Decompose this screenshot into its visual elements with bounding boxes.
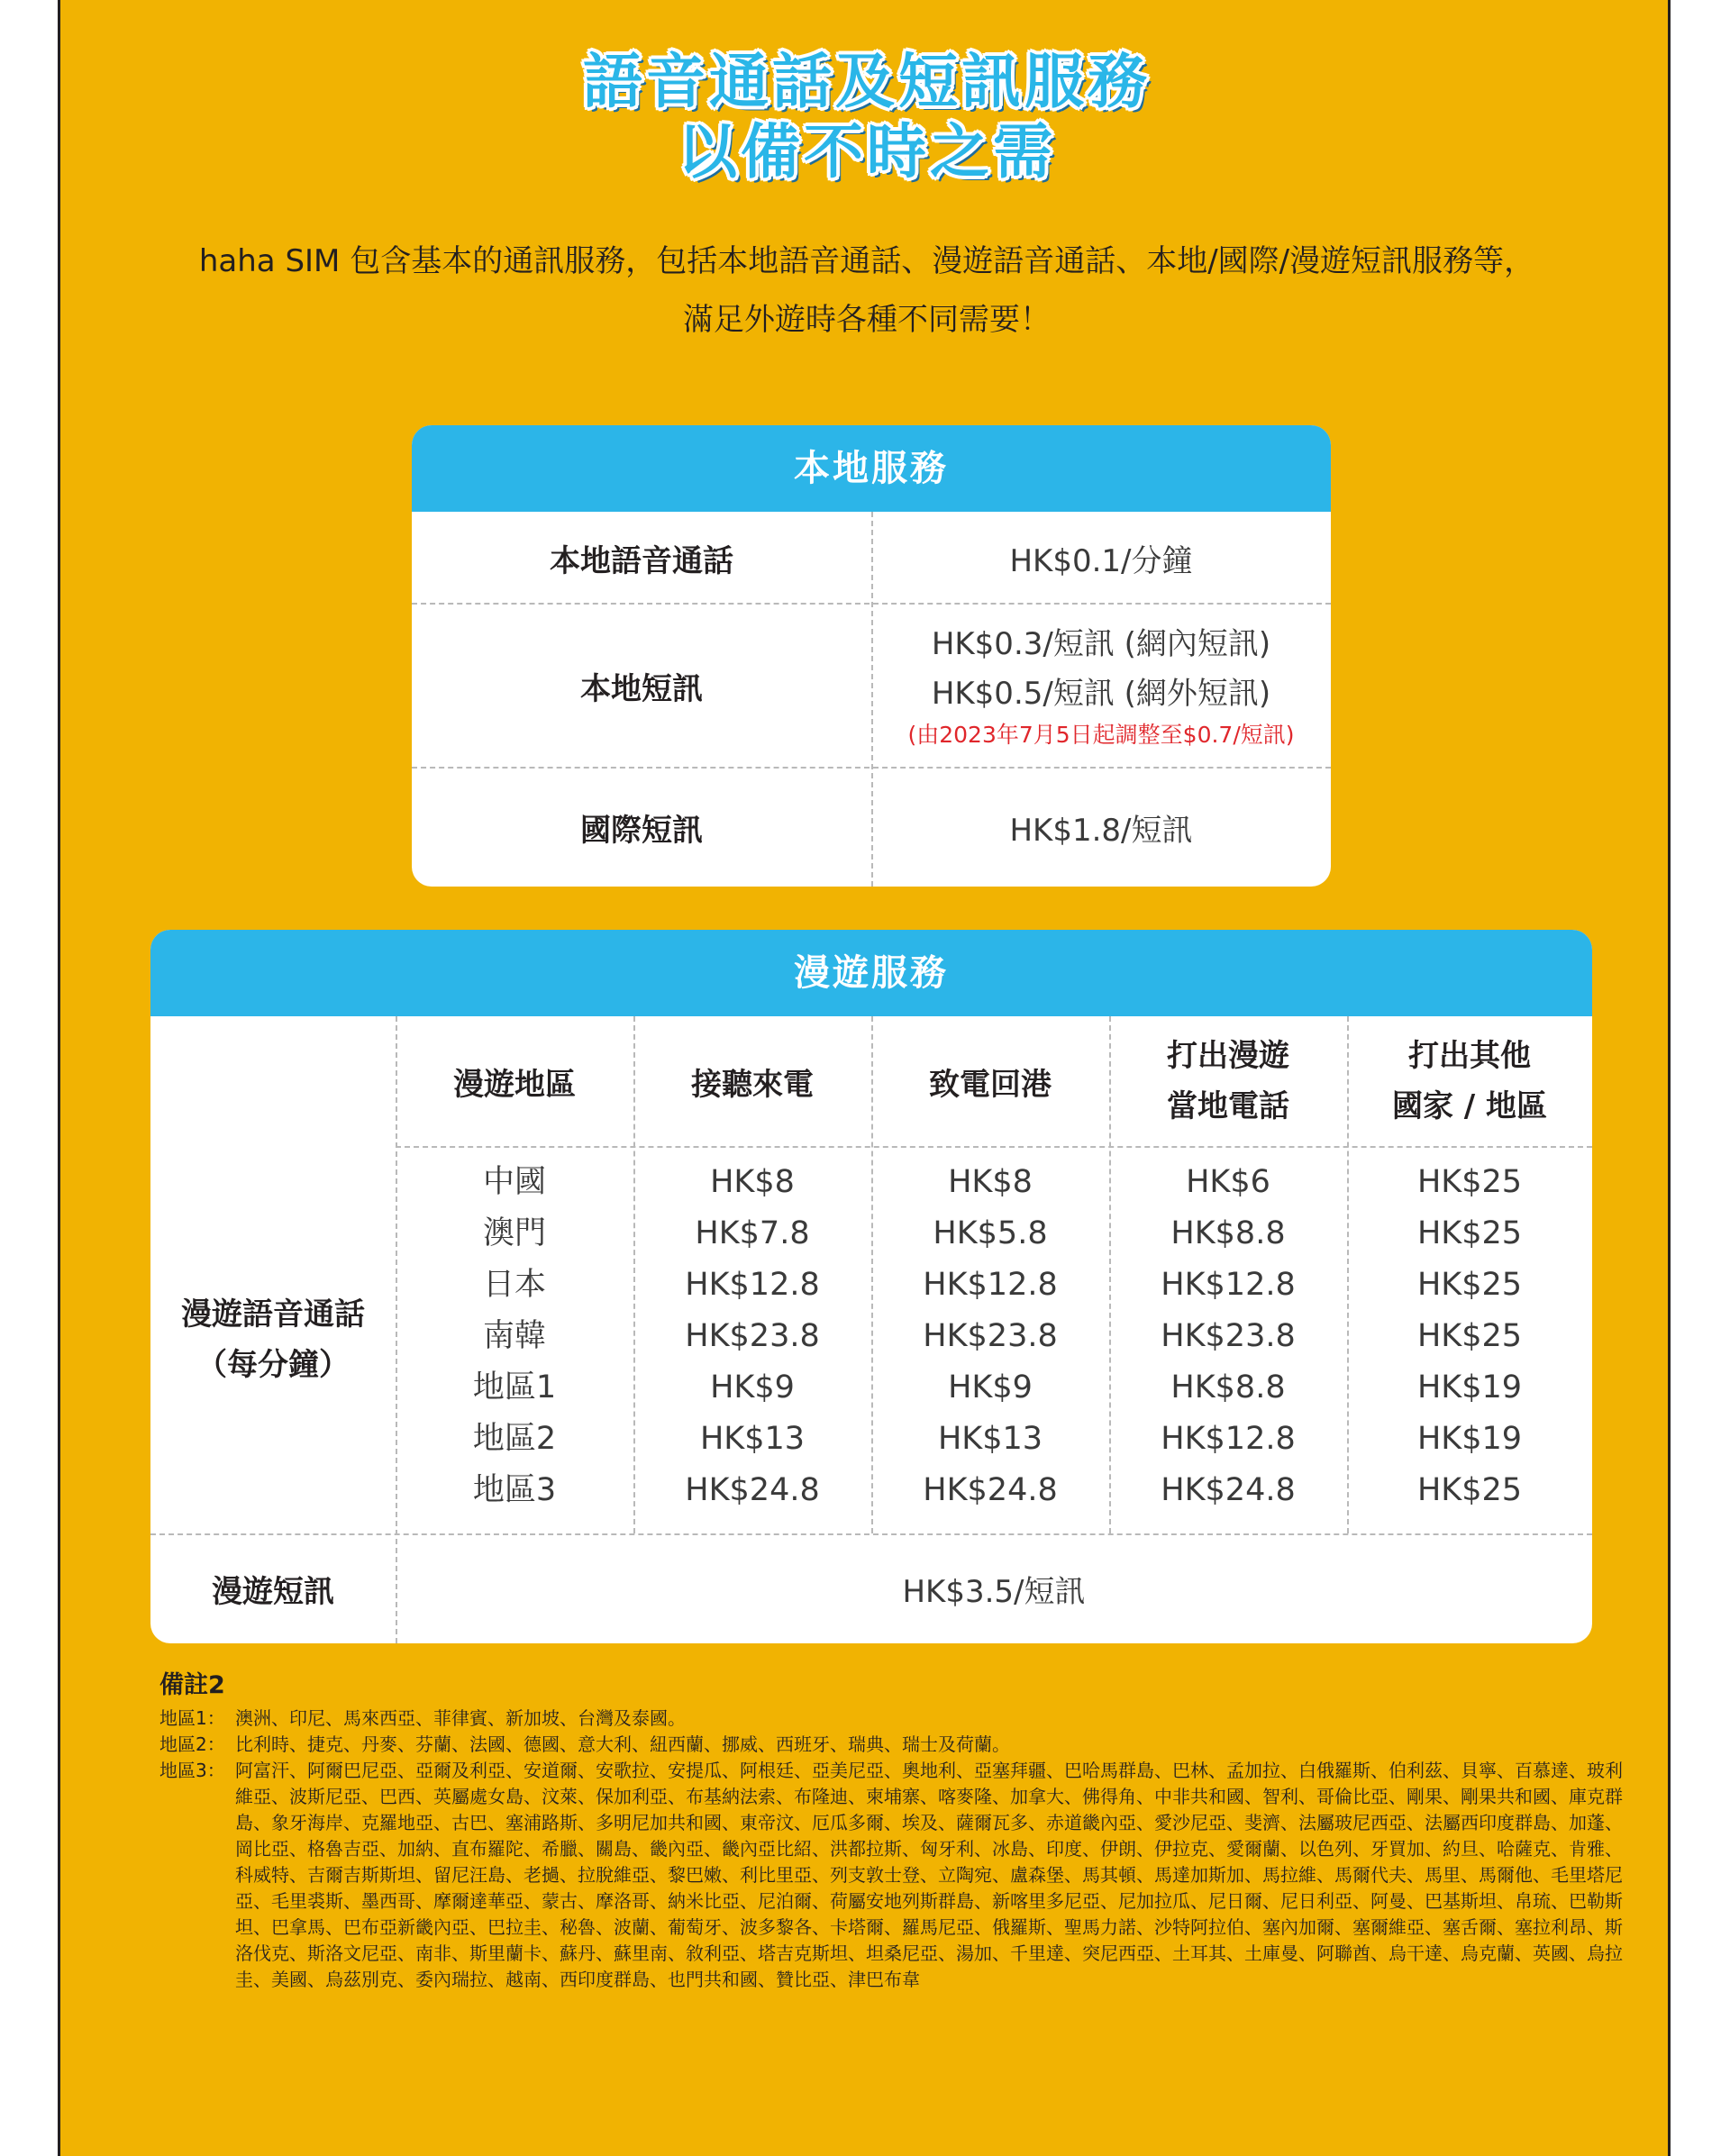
region-name: 地區2 xyxy=(472,1421,557,1457)
receive-call-rate: HK$23.8 xyxy=(685,1318,820,1354)
region-name: 日本 xyxy=(482,1267,546,1303)
header-region: 漫遊地區 xyxy=(453,1066,576,1103)
header-call-other-line-2: 國家 / 地區 xyxy=(1391,1088,1548,1124)
note-key: 地區3： xyxy=(159,1760,225,1781)
intl-sms-value: HK$1.8/短訊 xyxy=(1009,812,1193,849)
intl-sms-label: 國際短訊 xyxy=(580,812,703,849)
region-name: 地區3 xyxy=(472,1472,557,1508)
call-hk-rate: HK$8 xyxy=(948,1164,1033,1200)
call-other-rate: HK$19 xyxy=(1416,1421,1523,1457)
note-text: 比利時、捷克、丹麥、芬蘭、法國、德國、意大利、紐西蘭、挪威、西班牙、瑞典、瑞士及荷蘭。 xyxy=(235,1733,1010,1755)
call-hk-rate: HK$12.8 xyxy=(923,1267,1058,1303)
receive-call-rate: HK$8 xyxy=(710,1164,795,1200)
receive-call-rate: HK$9 xyxy=(710,1369,795,1405)
header-call-other xyxy=(1347,1016,1592,1146)
call-other-rate: HK$25 xyxy=(1416,1267,1523,1303)
notes-section xyxy=(159,1665,1637,1993)
note-region-3 xyxy=(159,1758,1637,1993)
header-call-hk: 致電回港 xyxy=(929,1066,1052,1103)
note-key: 地區1： xyxy=(159,1707,225,1729)
call-other-rate: HK$25 xyxy=(1416,1472,1523,1508)
roaming-services-title: 漫遊服務 xyxy=(150,930,1592,1016)
note-region-1 xyxy=(159,1706,1637,1732)
call-hk-column xyxy=(871,1157,1109,1516)
call-other-column xyxy=(1347,1157,1592,1516)
call-hk-rate: HK$24.8 xyxy=(923,1472,1058,1508)
intro-line-1: haha SIM 包含基本的通訊服務，包括本地語音通話、漫遊語音通話、本地/國際/漫遊短訊服務等， xyxy=(198,243,1535,279)
header-call-local-line-2: 當地電話 xyxy=(1167,1088,1289,1124)
call-other-rate: HK$25 xyxy=(1416,1215,1523,1251)
receive-call-rate: HK$7.8 xyxy=(695,1215,810,1251)
header-call-local-line-1: 打出漫遊 xyxy=(1167,1038,1289,1074)
call-other-rate: HK$19 xyxy=(1416,1369,1523,1405)
region-name: 南韓 xyxy=(482,1318,546,1354)
roaming-sms-value: HK$3.5/短訊 xyxy=(902,1574,1086,1610)
call-other-rate: HK$25 xyxy=(1416,1164,1523,1200)
call-local-rate: HK$8.8 xyxy=(1170,1215,1286,1251)
receive-call-column xyxy=(633,1157,871,1516)
call-other-rate: HK$25 xyxy=(1416,1318,1523,1354)
local-voice-value: HK$0.1/分鐘 xyxy=(1009,542,1193,579)
call-local-rate: HK$23.8 xyxy=(1161,1318,1296,1354)
notes-title: 備註2 xyxy=(159,1671,225,1699)
roaming-voice-label-line-1: 漫遊語音通話 xyxy=(181,1296,365,1333)
call-local-rate: HK$8.8 xyxy=(1170,1369,1286,1405)
divider xyxy=(396,1146,1592,1148)
regions-column xyxy=(396,1157,633,1516)
call-local-rate: HK$12.8 xyxy=(1161,1267,1296,1303)
call-local-rate: HK$6 xyxy=(1186,1164,1270,1200)
header-receive-call: 接聽來電 xyxy=(691,1066,814,1103)
poster-background xyxy=(58,0,1671,2156)
headline-line-1: 語音通話及短訊服務 xyxy=(583,47,1151,116)
headline-line-2: 以備不時之需 xyxy=(678,117,1056,186)
note-key: 地區2： xyxy=(159,1733,225,1755)
roaming-voice-label-line-2: （每分鐘） xyxy=(196,1347,350,1383)
local-services-title: 本地服務 xyxy=(412,425,1331,512)
receive-call-rate: HK$24.8 xyxy=(685,1472,820,1508)
local-services-card xyxy=(412,425,1331,887)
local-voice-label: 本地語音通話 xyxy=(550,542,733,579)
headline xyxy=(60,47,1673,187)
region-name: 地區1 xyxy=(472,1369,557,1405)
header-call-local xyxy=(1109,1016,1347,1146)
receive-call-rate: HK$12.8 xyxy=(685,1267,820,1303)
region-name: 中國 xyxy=(482,1164,546,1200)
note-text: 阿富汗、阿爾巴尼亞、亞爾及利亞、安道爾、安歌拉、安提瓜、阿根廷、亞美尼亞、奧地利、亞塞拜疆、巴哈馬群島、巴林、孟加拉、白俄羅斯、伯利茲、貝寧、百慕達、玻利維亞、波斯尼亞、巴西、英屬處女島、汶萊、保加利亞、布基納法索、布隆迪、柬埔寨、喀麥隆、加拿大、佛得角、中非共和國、智利、哥倫比亞、剛果、剛果共和國、庫克群島、象牙海岸、克羅地亞、古巴、塞浦路斯、多明尼加共和國、東帝汶、厄瓜多爾、埃及、薩爾瓦多、赤道畿內亞、愛沙尼亞、斐濟、法屬玻尼西亞、法屬西印度群島、加蓬、岡比亞、格魯吉亞、加納、直布羅陀、希臘、關島、畿內亞、畿內亞比紹、洪都拉斯、匈牙利、冰島、印度、伊朗、伊拉克、愛爾蘭、以色列、牙買加、約旦、哈薩克、肯雅、科威特、吉爾吉斯斯坦、留尼汪島、老撾、拉脫維亞、黎巴嫩、利比里亞、列支敦士登、立陶宛、盧森堡、馬其頓、馬達加斯加、馬拉維、馬爾代夫、馬里、馬爾他、毛里塔尼亞、毛里裘斯、墨西哥、摩爾達華亞、蒙古、摩洛哥、納米比亞、尼泊爾、荷屬安地列斯群島、新喀里多尼亞、尼加拉瓜、尼日爾、尼日利亞、阿曼、巴基斯坦、帛琉、巴勒斯坦、巴拿馬、巴布亞新畿內亞、巴拉圭、秘魯、波蘭、葡萄牙、波多黎各、卡塔爾、羅馬尼亞、俄羅斯、聖馬力諾、沙特阿拉伯、塞內加爾、塞爾維亞、塞舌爾、塞拉利昂、斯洛伐克、斯洛文尼亞、南非、斯里蘭卡、蘇丹、蘇里南、敘利亞、塔吉克斯坦、坦桑尼亞、湯加、千里達、突尼西亞、土耳其、土庫曼、阿聯酋、烏干達、烏克蘭、英國、烏拉圭、美國、烏茲別克、委內瑞拉、越南、西印度群島、也門共和國、贊比亞、津巴布韋 xyxy=(235,1760,1623,1990)
region-name: 澳門 xyxy=(482,1215,546,1251)
roaming-sms-label: 漫遊短訊 xyxy=(212,1574,334,1610)
call-hk-rate: HK$13 xyxy=(937,1421,1043,1457)
note-region-2 xyxy=(159,1732,1637,1758)
local-sms-label: 本地短訊 xyxy=(580,670,703,707)
call-hk-rate: HK$9 xyxy=(948,1369,1033,1405)
header-call-other-line-1: 打出其他 xyxy=(1408,1038,1531,1074)
call-local-rate: HK$24.8 xyxy=(1161,1472,1296,1508)
intro-line-2: 滿足外遊時各種不同需要！ xyxy=(683,302,1051,338)
receive-call-rate: HK$13 xyxy=(699,1421,806,1457)
call-hk-rate: HK$5.8 xyxy=(933,1215,1048,1251)
roaming-voice-label xyxy=(150,1016,396,1533)
note-text: 澳洲、印尼、馬來西亞、菲律賓、新加坡、台灣及泰國。 xyxy=(235,1707,686,1729)
local-sms-value-offnet: HK$0.5/短訊 (網外短訊) xyxy=(931,676,1271,712)
call-hk-rate: HK$23.8 xyxy=(923,1318,1058,1354)
call-local-column xyxy=(1109,1157,1347,1516)
roaming-services-card xyxy=(150,930,1592,1643)
local-sms-value-onnet: HK$0.3/短訊 (網內短訊) xyxy=(931,626,1271,662)
call-local-rate: HK$12.8 xyxy=(1161,1421,1296,1457)
local-sms-values xyxy=(871,604,1331,768)
local-sms-price-change-note: (由2023年7月5日起調整至$0.7/短訊) xyxy=(907,722,1295,748)
